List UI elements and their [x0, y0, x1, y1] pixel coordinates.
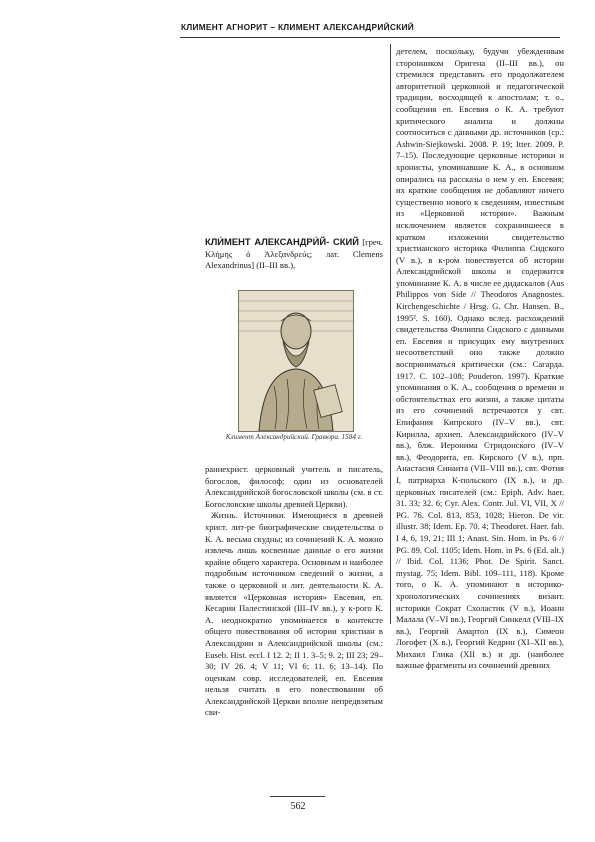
right-column-text: [396, 46, 564, 672]
portrait-engraving: [238, 290, 354, 432]
running-header: КЛИМЕНТ АГНОРИТ – КЛИМЕНТ АЛЕКСАНДРИЙСКИЙ: [180, 22, 415, 32]
engraving-drawing: [239, 291, 353, 431]
header-rule: [180, 37, 560, 38]
paragraph: Жизнь. Источники. Имеющиеся в древней христ. лит-ре биографические свидетельства о К. А. весьма скудны; из сочинений К. А. можно извлечь лишь косвенные данные о его жизни крайне общего характера. Основным и наиболее подробным источником сведений о жизни, а также о церковной и лит. деятельности К. А. является «Церковная история» Евсевия, еп. Кесарии Палестинской (III–IV вв.), у к-рого К. А. неоднократно упоминается в контексте общего повествования об истории христиан в Александрии и Александрийской школы (см.: Euseb. Hist. eccl. I 12. 2; II 1. 3–5; 9. 2; III 23; 29–30; IV 26. 4; V 11; VI 6; 11. 6; 13–14). По оценкам совр. исследователей, еп. Евсевия нельзя считать в его повествовании об Александрийской Церкви вполне непредвзятым сви-: [205, 510, 383, 718]
paragraph: детелем, поскольку, будучи убежденным сторонником Оригена (II–III вв.), он стремился представить его продолжателем авторитетной церковной и педагогической традиции, восходящей к апостолам; т. о., сообщения еп. Евсевия о К. А. требуют критического анализа и должны соотноситься с данными др. источников (ср.: Ashwin-Siejkowski. 2008. P. 19; Itter. 2009. P. 7–15). Последующие церковные историки и хронисты, упоминавшие К. А., в основном опирались на рассказы о нем у еп. Евсевия; их краткие сообщения не добавляют ничего существенно нового к сведениям, известным из «Церковной истории». Важным исключением является сохранившееся в кратком изложении свидетельство христианского историка Филиппа Сидского (V в.), в к-ром повествуется об истории Александрийской школы и содержится упоминание К. А. в числе ее дидаскалов (Aus Philippos von Side // Theodoros Anagnostes. Kirchengeschichte / Hrsg. G. Chr. Hansen. B., 1995². S. 160). Однако вслед. расхождений свидетельства Филиппа Сидского с данными еп. Евсевия и присущих ему внутренних несоответствий оно также должно восприниматься критически (см.: Сагарда. 1917. С. 102–108; Pouderon. 1997). Краткие упоминания о К. А., сообщения о времени и обстоятельствах его жизни, а также цитаты из его сочинений встречаются у свт. Епифания Кипрского (IV–V вв.), свт. Кирилла, архиеп. Александрийского (IV–V вв.), блж. Иеронима Стридонского (IV–V вв.), Феодорита, еп. Кирского (V в.), прп. Анастасия Синаита (VII–VIII вв.), свт. Фотия I, патриарха К-польского (IX в.), и др. церковных писателей (см.: Epiph. Adv. haer. 31. 33; 32. 6; Cyr. Alex. Contr. Jul. VI, VII, X // PG. 76. Col. 813, 853, 1028; Hieron. De vir. illustr. 38; Idem. Ep. 70. 4; Theodoret. Haer. fab. I 4, 6, 19, 21; III 1; Anast. Sin. Hom. in Ps. 6 // PG. 89. Col. 1105; Idem. Hom. in Ps. 6 (Ed. alt.) // Ibid. Col. 1136; Phot. De Spirit. Sanct. mystag. 75; Idem. Bibl. 109–111, 118). Кроме того, о К. А. упоминают в историко-хронологических сочинениях визант. историки Сократ Схоластик (V в.), Иоанн Малала (V–VI вв.), Георгий Синкелл (VIII–IX вв.), Георгий Амартол (IX в.), Симеон Логофет (X в.), Георгий Кедрин (XI–XII вв.), Михаил Глика (XII в.) и др. (наиболее важные фрагменты из сочинений древних: [396, 46, 565, 671]
paragraph: раннехрист. церковный учитель и писатель, богослов, философ; один из основателей Александрийской богословской школы (см. в ст. Богословские школы древней Церкви).: [205, 464, 383, 509]
left-column-text: [205, 464, 383, 719]
entry-heading: КЛИ́МЕНТ АЛЕКСАНДРИ́Й- СКИЙ: [205, 236, 359, 247]
image-caption: Климент Александрийский. Гравюра. 1584 г.: [225, 433, 363, 441]
entry-heading-rest: [греч. Κλήμης ὁ Ἀλεξανδρεύς; лат. Clemens Alexandrinus] (II–III вв.),: [205, 237, 384, 271]
entry-heading-block: [205, 236, 383, 272]
page-number: 562: [290, 801, 306, 812]
column-divider: [390, 44, 391, 624]
